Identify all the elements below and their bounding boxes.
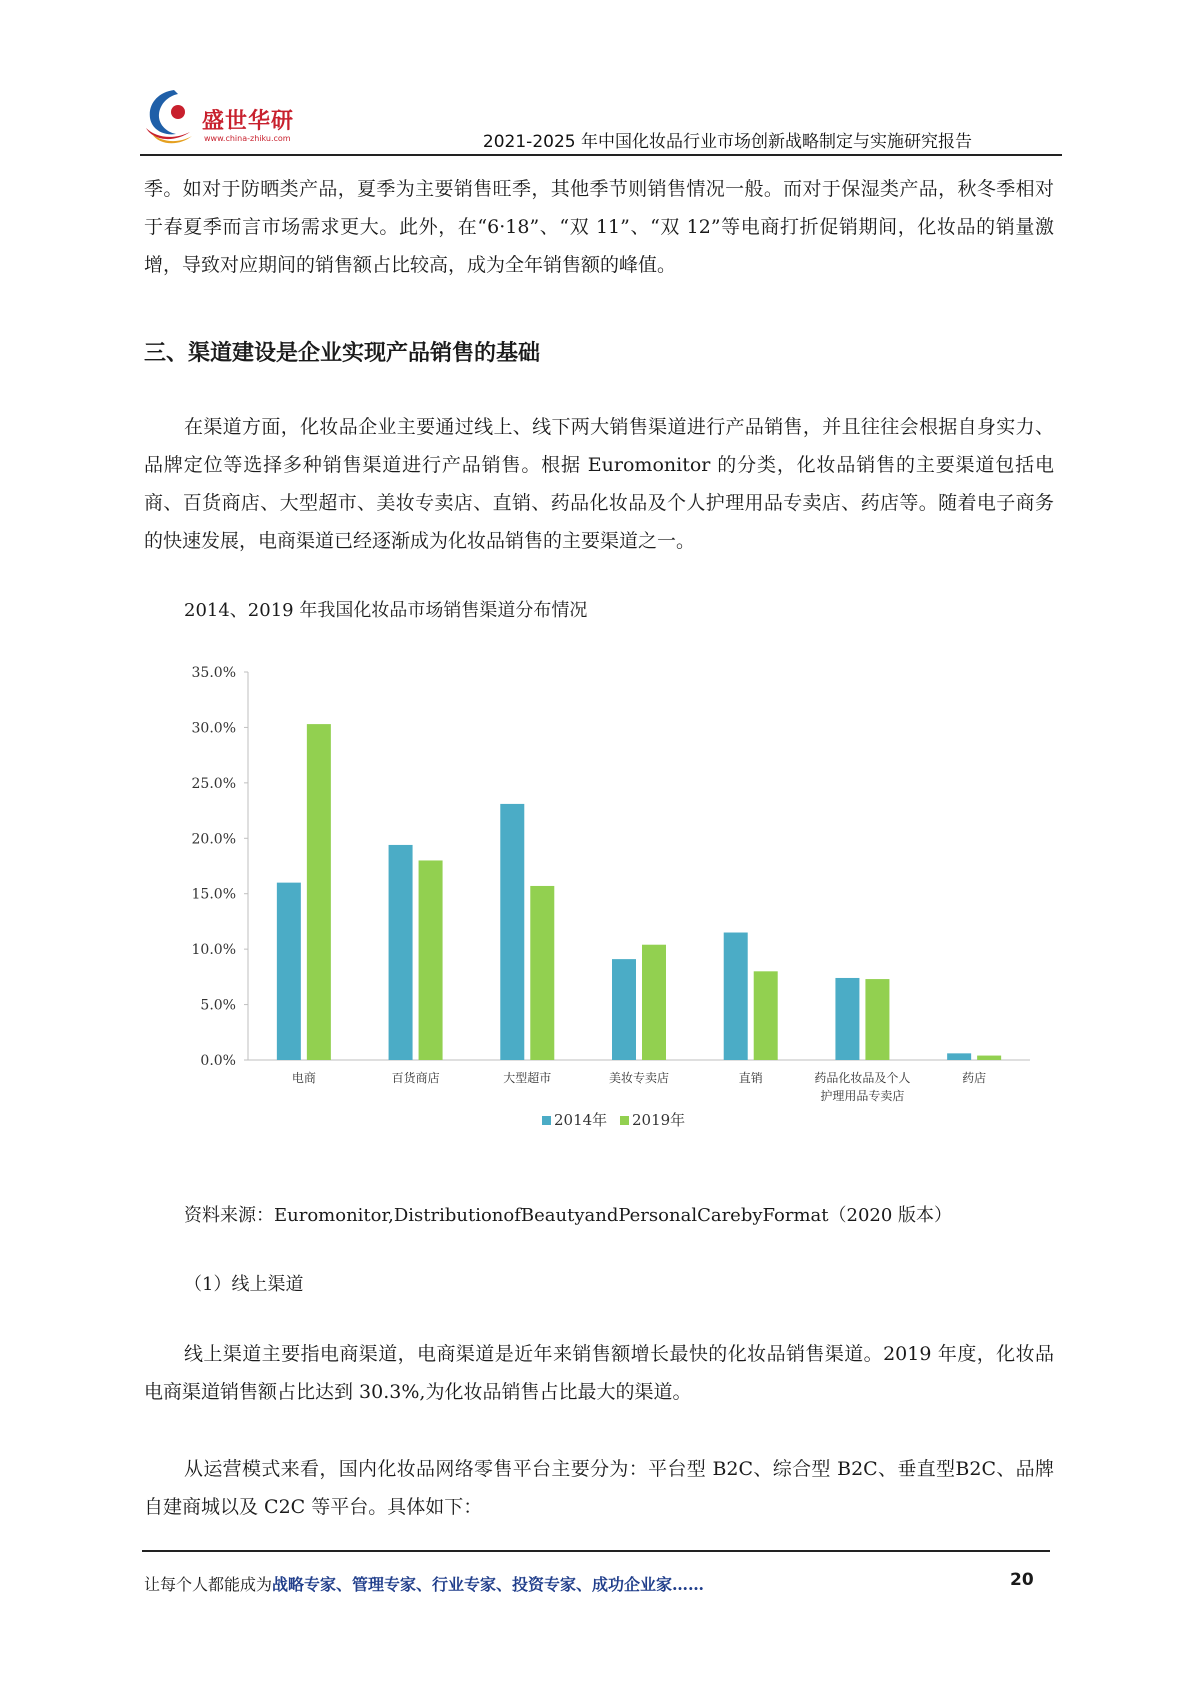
legend-swatch bbox=[620, 1116, 629, 1125]
x-tick-label: 百货商店 bbox=[391, 1071, 440, 1085]
bar-series-1 bbox=[389, 845, 413, 1060]
x-tick-label: 药店 bbox=[962, 1071, 987, 1085]
x-tick-label: 电商 bbox=[291, 1071, 316, 1085]
bar-series-1 bbox=[724, 933, 748, 1060]
bar-series-2 bbox=[754, 971, 778, 1060]
page-number: 20 bbox=[1010, 1570, 1034, 1590]
chart-title: 2014、2019 年我国化妆品市场销售渠道分布情况 bbox=[184, 600, 588, 621]
bar-series-2 bbox=[977, 1056, 1001, 1060]
chart-svg bbox=[160, 650, 1060, 1170]
x-tick-label: 美妆专卖店 bbox=[608, 1071, 670, 1085]
x-tick-label: 大型超市 bbox=[503, 1071, 552, 1085]
paragraph-platforms: 从运营模式来看，国内化妆品网络零售平台主要分为：平台型 B2C、综合型 B2C、垂直型B2C、品牌自建商城以及 C2C 等平台。具体如下： bbox=[144, 1458, 1054, 1518]
footer-slogan bbox=[144, 1572, 704, 1595]
footer-highlight: 战略专家、管理专家、行业专家、投资专家、成功企业家…… bbox=[272, 1575, 705, 1594]
bar-chart bbox=[160, 650, 1060, 1170]
logo bbox=[140, 84, 310, 150]
y-tick-label: 35.0% bbox=[191, 665, 236, 681]
y-tick-label: 15.0% bbox=[191, 886, 236, 903]
bar-series-1 bbox=[612, 959, 636, 1060]
report-title: 2021-2025 年中国化妆品行业市场创新战略制定与实施研究报告 bbox=[482, 132, 972, 152]
y-tick-label: 5.0% bbox=[200, 997, 236, 1014]
section-heading: 三、渠道建设是企业实现产品销售的基础 bbox=[144, 341, 541, 366]
bar-series-2 bbox=[865, 979, 889, 1060]
bar-series-1 bbox=[500, 804, 524, 1060]
paragraph-seasonality: 季。如对于防晒类产品，夏季为主要销售旺季，其他季节则销售情况一般。而对于保湿类产品，秋冬季相对于春夏季而言市场需求更大。此外，在“6·18”、“双 11”、“双 12”等电商打折促销期间，化妆品的销量激增，导致对应期间的销售额占比较高，成为全年销售额的峰值。 bbox=[144, 178, 1054, 276]
footer-divider bbox=[142, 1550, 1050, 1552]
logo-text: 盛世华研 bbox=[202, 109, 295, 134]
bar-series-2 bbox=[419, 860, 443, 1060]
legend-swatch bbox=[542, 1116, 551, 1125]
bar-series-2 bbox=[307, 724, 331, 1060]
bar-series-1 bbox=[277, 883, 301, 1060]
bar-series-1 bbox=[947, 1053, 971, 1060]
legend-label: 2014年 bbox=[554, 1111, 608, 1129]
paragraph-online: 线上渠道主要指电商渠道，电商渠道是近年来销售额增长最快的化妆品销售渠道。2019 年度，化妆品电商渠道销售额占比达到 30.3%,为化妆品销售占比最大的渠道。 bbox=[144, 1343, 1054, 1403]
footer-prefix: 让每个人都能成为 bbox=[144, 1575, 273, 1594]
y-tick-label: 25.0% bbox=[191, 775, 236, 792]
y-tick-label: 20.0% bbox=[191, 831, 236, 848]
sub-heading-online: （1）线上渠道 bbox=[184, 1274, 304, 1295]
source-note: 资料来源：Euromonitor,DistributionofBeautyandPersonalCarebyFormat（2020 版本） bbox=[184, 1205, 953, 1226]
bar-series-2 bbox=[530, 886, 554, 1060]
y-tick-label: 0.0% bbox=[200, 1053, 236, 1069]
legend-label: 2019年 bbox=[632, 1111, 686, 1129]
page-header bbox=[140, 80, 1062, 156]
bar-series-2 bbox=[642, 945, 666, 1060]
bar-series-1 bbox=[835, 978, 859, 1060]
y-tick-label: 10.0% bbox=[191, 942, 236, 959]
logo-icon bbox=[140, 84, 202, 150]
x-tick-label: 药品化妆品及个人 bbox=[814, 1071, 911, 1085]
x-tick-label: 直销 bbox=[738, 1071, 763, 1085]
logo-url: www.china-zhiku.com bbox=[204, 134, 291, 143]
paragraph-channels: 在渠道方面，化妆品企业主要通过线上、线下两大销售渠道进行产品销售，并且往往会根据自身实力、品牌定位等选择多种销售渠道进行产品销售。根据 Euromonitor 的分类，化妆品销售的主要渠道包括电商、百货商店、大型超市、美妆专卖店、直销、药品化妆品及个人护理用品专卖店、药店等。随着电子商务的快速发展，电商渠道已经逐渐成为化妆品销售的主要渠道之一。 bbox=[144, 416, 1054, 552]
x-tick-label: 护理用品专卖店 bbox=[820, 1089, 905, 1103]
y-tick-label: 30.0% bbox=[191, 720, 236, 737]
